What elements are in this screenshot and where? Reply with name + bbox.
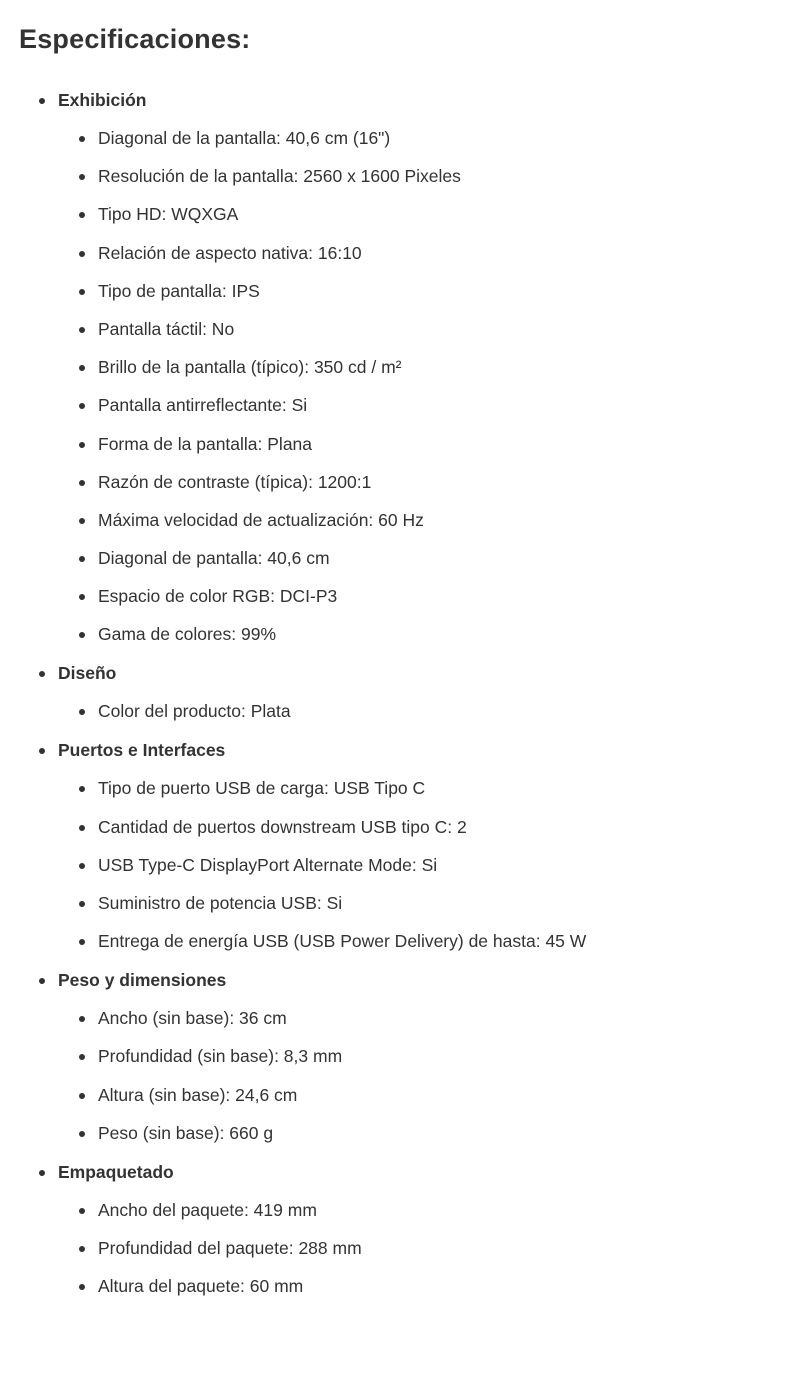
spec-section-heading-text: Exhibición — [58, 90, 147, 110]
spec-item-text: Entrega de energía USB (USB Power Delivery) de hasta: 45 W — [98, 931, 587, 952]
spec-item — [19, 930, 800, 952]
spec-item-text: Brillo de la pantalla (típico): 350 cd / m² — [98, 357, 402, 378]
spec-item-text: Relación de aspecto nativa: 16:10 — [98, 242, 362, 263]
bullet-icon — [79, 1093, 85, 1099]
spec-item-list — [19, 127, 800, 645]
spec-item — [19, 356, 800, 378]
spec-section — [19, 1161, 800, 1297]
spec-item-text: Ancho del paquete: 419 mm — [98, 1199, 317, 1220]
spec-section — [19, 662, 800, 722]
bullet-icon — [79, 212, 85, 218]
spec-item — [19, 892, 800, 914]
spec-item — [19, 165, 800, 187]
spec-item-text: Altura (sin base): 24,6 cm — [98, 1084, 298, 1105]
spec-item — [19, 318, 800, 340]
spec-section — [19, 89, 800, 645]
spec-item — [19, 1199, 800, 1221]
spec-section-heading — [19, 1161, 800, 1183]
bullet-icon — [79, 1131, 85, 1137]
bullet-icon — [79, 709, 85, 715]
spec-item-text: Diagonal de pantalla: 40,6 cm — [98, 548, 330, 569]
spec-item-list — [19, 777, 800, 952]
bullet-icon — [79, 480, 85, 486]
spec-item — [19, 203, 800, 225]
bullet-icon — [79, 1208, 85, 1214]
spec-section-heading-text: Diseño — [58, 663, 117, 684]
bullet-icon — [39, 1170, 45, 1176]
spec-item — [19, 394, 800, 416]
spec-item-text: Diagonal de la pantalla: 40,6 cm (16") — [98, 128, 391, 148]
spec-item — [19, 1237, 800, 1259]
spec-item — [19, 700, 800, 722]
spec-item-text: Peso (sin base): 660 g — [98, 1122, 274, 1143]
bullet-icon — [79, 1246, 85, 1252]
spec-section-heading — [19, 739, 800, 761]
spec-item-text: Razón de contraste (típica): 1200:1 — [98, 471, 372, 492]
spec-item-text: Gama de colores: 99% — [98, 624, 277, 645]
spec-item — [19, 1084, 800, 1106]
spec-item — [19, 585, 800, 607]
spec-item-text: Tipo de puerto USB de carga: USB Tipo C — [98, 778, 426, 799]
spec-item — [19, 816, 800, 838]
bullet-icon — [79, 901, 85, 907]
bullet-icon — [79, 594, 85, 600]
spec-item-list — [19, 700, 800, 722]
spec-item — [19, 280, 800, 302]
bullet-icon — [79, 327, 85, 333]
spec-section-heading-text: Peso y dimensiones — [58, 970, 227, 991]
spec-item — [19, 127, 800, 149]
bullet-icon — [79, 289, 85, 295]
bullet-icon — [79, 632, 85, 638]
spec-item-text: Profundidad del paquete: 288 mm — [98, 1237, 362, 1258]
bullet-icon — [79, 1284, 85, 1290]
spec-section-heading — [19, 662, 800, 684]
bullet-icon — [79, 403, 85, 409]
spec-item-text: Altura del paquete: 60 mm — [98, 1276, 304, 1297]
spec-item-text: Color del producto: Plata — [98, 701, 291, 722]
spec-item-text: Ancho (sin base): 36 cm — [98, 1008, 287, 1029]
spec-section-heading-text: Puertos e Interfaces — [58, 740, 226, 761]
bullet-icon — [39, 671, 45, 677]
bullet-icon — [39, 748, 45, 754]
spec-item-text: Suministro de potencia USB: Si — [98, 893, 343, 913]
spec-item — [19, 1275, 800, 1297]
spec-item-text: Pantalla táctil: No — [98, 318, 235, 339]
bullet-icon — [79, 825, 85, 831]
bullet-icon — [79, 174, 85, 180]
spec-item — [19, 433, 800, 455]
bullet-icon — [79, 1016, 85, 1022]
bullet-icon — [79, 863, 85, 869]
spec-item-list — [19, 1199, 800, 1297]
bullet-icon — [79, 136, 85, 142]
spec-item-text: Forma de la pantalla: Plana — [98, 433, 313, 454]
spec-item-text: Tipo de pantalla: IPS — [98, 280, 260, 301]
bullet-icon — [79, 786, 85, 792]
spec-item-text: USB Type-C DisplayPort Alternate Mode: Si — [98, 854, 438, 875]
spec-item — [19, 1122, 800, 1144]
spec-item — [19, 1007, 800, 1029]
spec-item-text: Cantidad de puertos downstream USB tipo C: 2 — [98, 816, 467, 837]
page-title: Especificaciones: — [19, 24, 251, 54]
spec-item — [19, 242, 800, 264]
spec-section-heading-text: Empaquetado — [58, 1161, 174, 1182]
bullet-icon — [79, 556, 85, 562]
spec-section-heading — [19, 969, 800, 991]
spec-item-list — [19, 1007, 800, 1144]
bullet-icon — [79, 251, 85, 257]
bullet-icon — [79, 939, 85, 945]
spec-item-text: Espacio de color RGB: DCI-P3 — [98, 586, 338, 607]
bullet-icon — [79, 365, 85, 371]
bullet-icon — [39, 978, 45, 984]
specifications-list — [19, 89, 800, 1297]
spec-item-text: Profundidad (sin base): 8,3 mm — [98, 1046, 343, 1067]
bullet-icon — [79, 442, 85, 448]
spec-item — [19, 777, 800, 799]
bullet-icon — [79, 518, 85, 524]
spec-item-text: Pantalla antirreflectante: Si — [98, 395, 308, 416]
spec-section-heading — [19, 89, 800, 111]
spec-item — [19, 623, 800, 645]
spec-item — [19, 854, 800, 876]
spec-item — [19, 509, 800, 531]
spec-item-text: Máxima velocidad de actualización: 60 Hz — [98, 509, 424, 530]
bullet-icon — [79, 1054, 85, 1060]
spec-item-text: Resolución de la pantalla: 2560 x 1600 Pixeles — [98, 166, 461, 187]
spec-item — [19, 1045, 800, 1067]
bullet-icon — [39, 98, 45, 104]
spec-item — [19, 547, 800, 569]
spec-item — [19, 471, 800, 493]
spec-item-text: Tipo HD: WQXGA — [98, 204, 239, 225]
spec-section — [19, 739, 800, 952]
spec-section — [19, 969, 800, 1144]
